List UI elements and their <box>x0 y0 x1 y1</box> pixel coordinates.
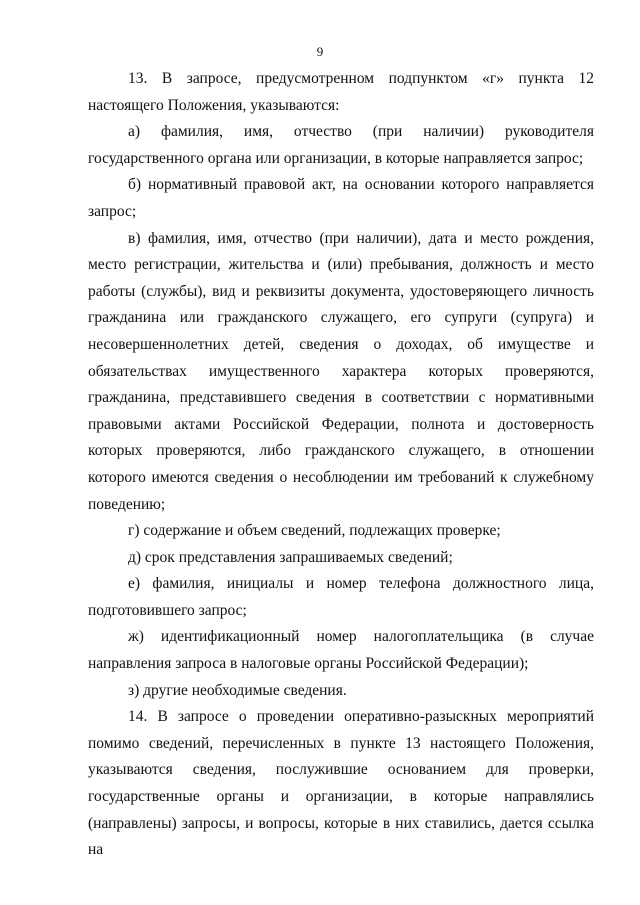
paragraph-item-13: 13. В запросе, предусмотренном подпунктом «г» пункта 12 настоящего Положения, указываются: <box>88 70 594 114</box>
paragraph-subitem-e: е) фамилия, инициалы и номер телефона должностного лица, подготовившего запрос; <box>88 575 594 619</box>
document-body <box>88 66 594 864</box>
paragraph-item-14: 14. В запросе о проведении оперативно-разыскных мероприятий помимо сведений, перечисленных в пункте 13 настоящего Положения, указываются сведения, послужившие основанием для проверки, государственные органы и организации, в которые направлялись (направлены) запросы, и вопросы, которые в них ставились, дается ссылка на <box>88 708 594 859</box>
paragraph-subitem-a: а) фамилия, имя, отчество (при наличии) руководителя государственного органа или организации, в которые направляется запрос; <box>88 123 594 167</box>
paragraph-subitem-g: г) содержание и объем сведений, подлежащих проверке; <box>128 522 501 540</box>
paragraph-subitem-zh: ж) идентификационный номер налогоплательщика (в случае направления запроса в налоговые органы Российской Федерации); <box>88 628 594 673</box>
paragraph-subitem-v: в) фамилия, имя, отчество (при наличии), дата и место рождения, место регистрации, жительства и (или) пребывания, должность и место работы (службы), вид и реквизиты документа, удостоверяющего личность гражданина или гражданского служащего, его супруги (супруга) и несовершеннолетних детей, сведения о доходах, об имуществе и обязательствах имущественного характера которых проверяются, гражданина, представившего сведения в соответствии с нормативными правовыми актами Российской Федерации, полнота и достоверность которых проверяются, либо гражданского служащего, в отношении которого имеются сведения о несоблюдении им требований к служебному поведению; <box>88 229 594 513</box>
page-number: 9 <box>316 44 324 59</box>
paragraph-subitem-d: д) срок представления запрашиваемых сведений; <box>128 548 453 566</box>
paragraph-subitem-b: б) нормативный правовой акт, на основании которого направляется запрос; <box>88 176 594 220</box>
paragraph-subitem-z: з) другие необходимые сведения. <box>128 681 347 699</box>
